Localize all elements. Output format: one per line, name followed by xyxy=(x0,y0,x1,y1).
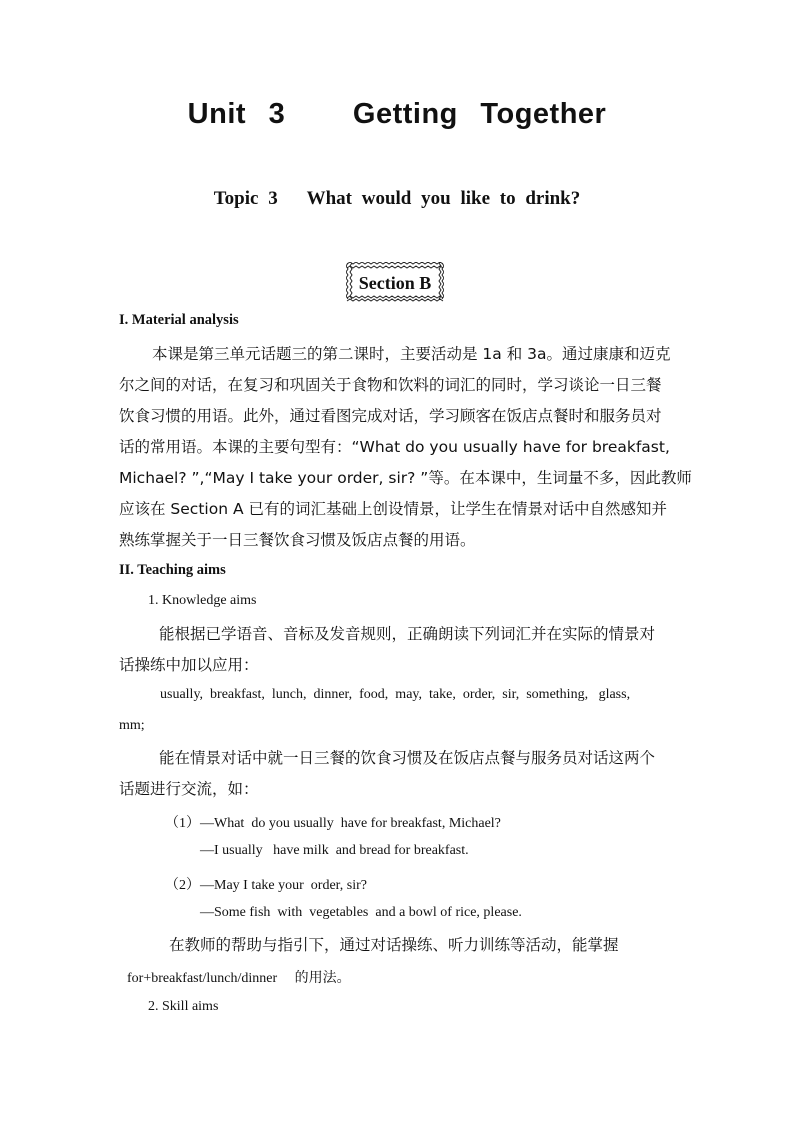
material-line: 话的常用语。本课的主要句型有：“What do you usually have for breakfast, xyxy=(119,438,670,456)
section-label: Section B xyxy=(358,273,432,293)
topic-title: Topic 3 What would you like to drink? xyxy=(213,188,581,209)
material-line: 尔之间的对话，在复习和巩固关于食物和饮料的词汇的同时，学习谈论一日三餐 xyxy=(119,376,662,394)
unit-title: Unit 3 Getting Together xyxy=(187,98,607,130)
topic-line: 能在情景对话中就一日三餐的饮食习惯及在饭店点餐与服务员对话这两个 xyxy=(159,749,656,767)
example-line: —I usually have milk and bread for breakfast. xyxy=(200,843,469,858)
vocabulary-line: mm; xyxy=(119,718,145,733)
teaching-aims-heading: II. Teaching aims xyxy=(119,562,226,578)
knowledge-line: 能根据已学语音、音标及发音规则，正确朗读下列词汇并在实际的情景对 xyxy=(159,625,656,643)
material-analysis-heading: I. Material analysis xyxy=(119,312,239,328)
topic-line: 话题进行交流，如： xyxy=(119,780,259,798)
material-line: 饮食习惯的用语。此外，通过看图完成对话，学习顾客在饭店点餐时和服务员对 xyxy=(119,407,662,425)
example-line: —Some fish with vegetables and a bowl of rice, please. xyxy=(200,905,522,920)
material-line: 本课是第三单元话题三的第二课时，主要活动是 1a 和 3a。通过康康和迈克 xyxy=(152,345,671,363)
example-line: （2）—May I take your order, sir? xyxy=(165,878,367,893)
section-box xyxy=(346,262,444,302)
knowledge-line: 话操练中加以应用： xyxy=(119,656,259,674)
material-line: 应该在 Section A 已有的词汇基础上创设情景，让学生在情景对话中自然感知并 xyxy=(119,500,667,518)
usage-line: for+breakfast/lunch/dinner 的用法。 xyxy=(127,971,351,986)
knowledge-aims-heading: 1. Knowledge aims xyxy=(148,593,257,608)
material-line: 熟练掌握关于一日三餐饮食习惯及饭店点餐的用语。 xyxy=(119,531,476,549)
usage-line: 在教师的帮助与指引下，通过对话操练、听力训练等活动，能掌握 xyxy=(169,936,619,954)
vocabulary-line: usually, breakfast, lunch, dinner, food, may, take, order, sir, something, glass, xyxy=(160,687,631,702)
example-line: （1）—What do you usually have for breakfast, Michael? xyxy=(165,816,501,831)
skill-aims-heading: 2. Skill aims xyxy=(148,999,219,1014)
material-line: Michael? ”,“May I take your order, sir? ”等。在本课中，生词量不多，因此教师 xyxy=(119,469,692,487)
